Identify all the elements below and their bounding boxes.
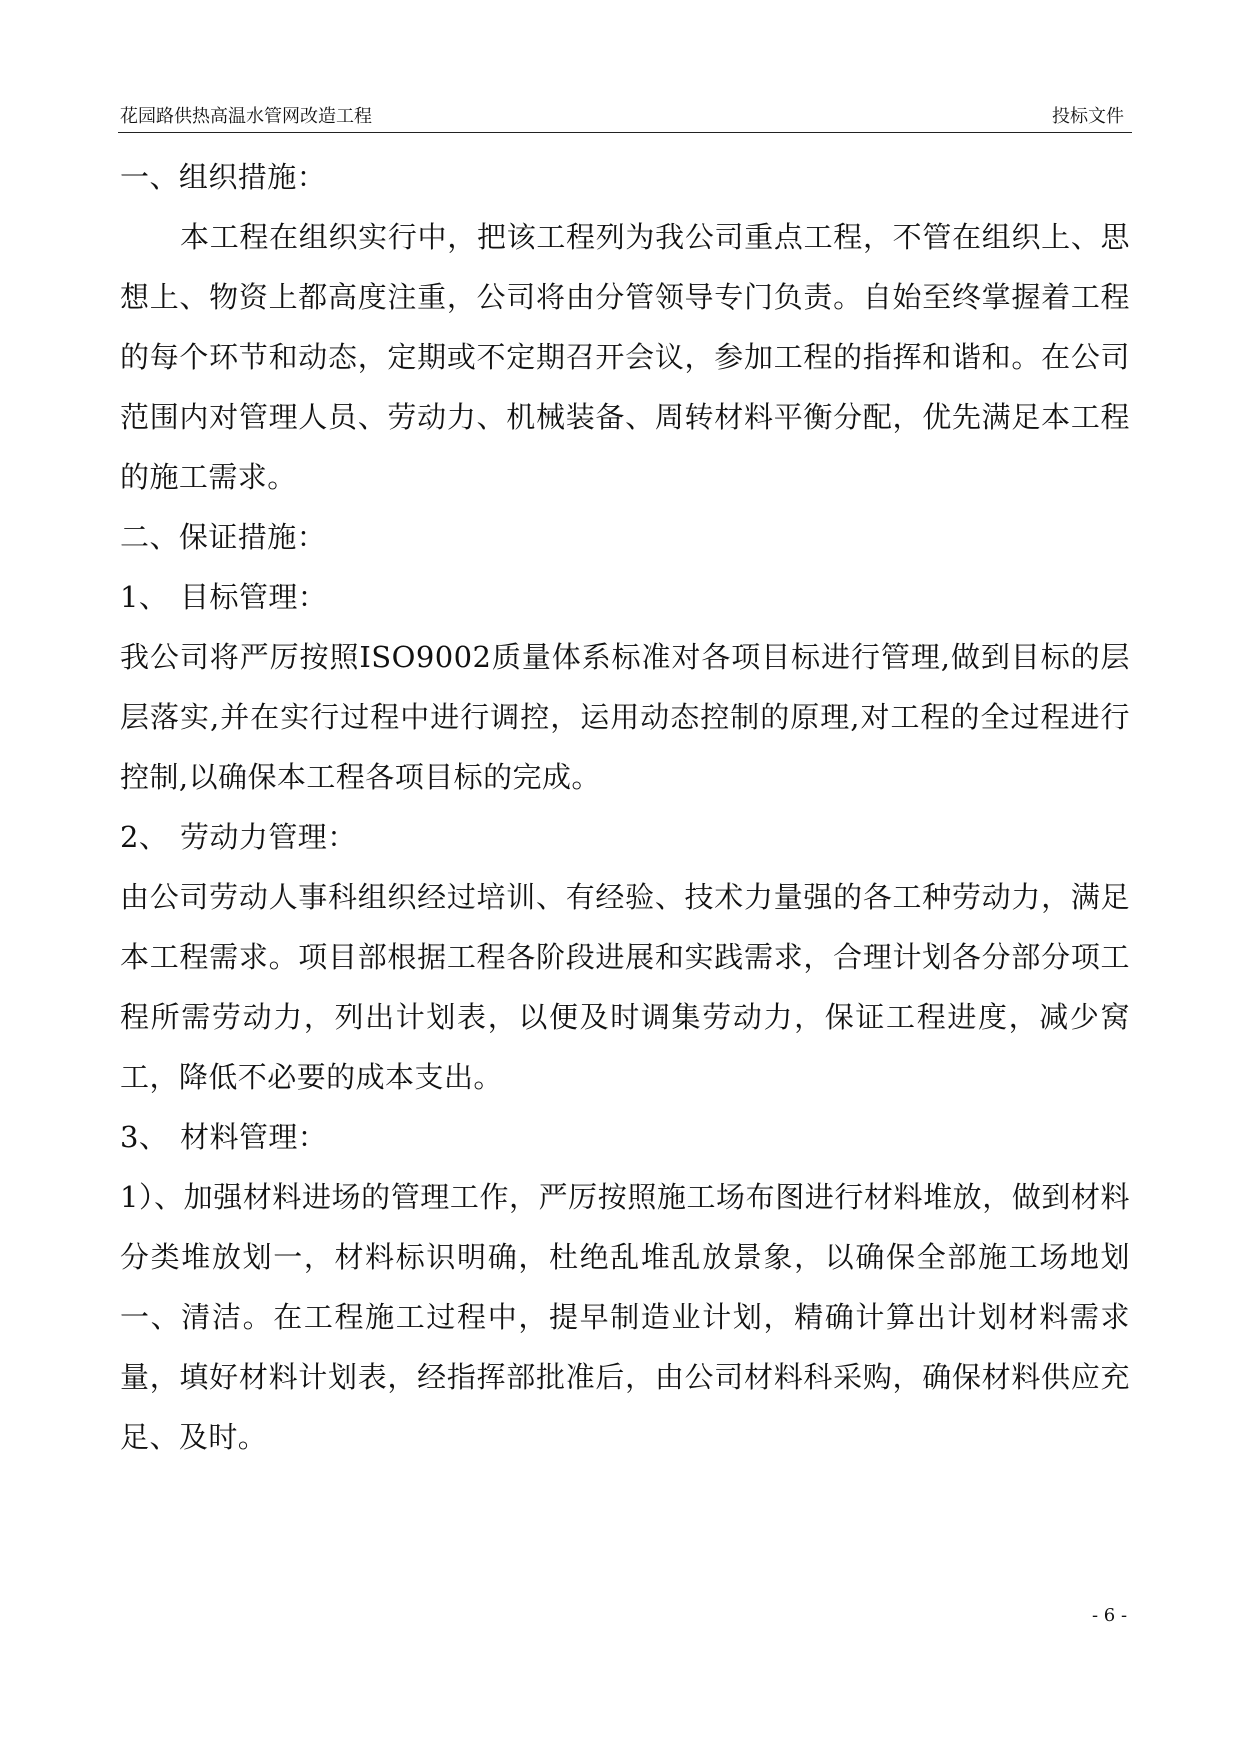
item-number: 2、 xyxy=(120,820,169,854)
item-number: 1、 xyxy=(120,580,169,614)
page-header xyxy=(118,102,1132,133)
item-heading-material-management xyxy=(120,1107,1130,1167)
section-one-heading: 一、组织措施： xyxy=(120,160,327,194)
item-heading-target-management xyxy=(120,567,1130,627)
item-title: 劳动力管理： xyxy=(180,820,357,854)
item-number: 3、 xyxy=(120,1120,169,1154)
project-title: 花园路供热高温水管网改造工程 xyxy=(120,106,372,127)
labor-management-paragraph: 由公司劳动人事科组织经过培训、有经验、技术力量强的各工种劳动力，满足本工程需求。项目部根据工程各阶段进展和实践需求，合理计划各分部分项工程所需劳动力，列出计划表，以便及时调集劳动力，保证工程进度，减少窝工，降低不必要的成本支出。 xyxy=(120,880,1130,1094)
document-body xyxy=(120,147,1130,1467)
section-one-paragraph: 本工程在组织实行中，把该工程列为我公司重点工程，不管在组织上、思想上、物资上都高度注重，公司将由分管领导专门负责。自始至终掌握着工程的每个环节和动态，定期或不定期召开会议，参加工程的指挥和谐和。在公司范围内对管理人员、劳动力、机械装备、周转材料平衡分配，优先满足本工程的施工需求。 xyxy=(120,220,1130,494)
page-number: - 6 - xyxy=(1092,1605,1128,1626)
document-type: 投标文件 xyxy=(1052,106,1124,127)
item-heading-labor-management xyxy=(120,807,1130,867)
target-management-paragraph: 我公司将严厉按照ISO9002质量体系标准对各项目标进行管理,做到目标的层层落实,并在实行过程中进行调控，运用动态控制的原理,对工程的全过程进行控制,以确保本工程各项目标的完成。 xyxy=(120,640,1130,794)
item-title: 材料管理： xyxy=(180,1120,328,1154)
material-management-paragraph: 1）、加强材料进场的管理工作，严厉按照施工场布图进行材料堆放，做到材料分类堆放划一，材料标识明确，杜绝乱堆乱放景象，以确保全部施工场地划一、清洁。在工程施工过程中，提早制造业计划，精确计算出计划材料需求量，填好材料计划表，经指挥部批准后，由公司材料科采购，确保材料供应充足、及时。 xyxy=(120,1180,1130,1454)
item-title: 目标管理： xyxy=(180,580,328,614)
section-two-heading: 二、保证措施： xyxy=(120,520,327,554)
